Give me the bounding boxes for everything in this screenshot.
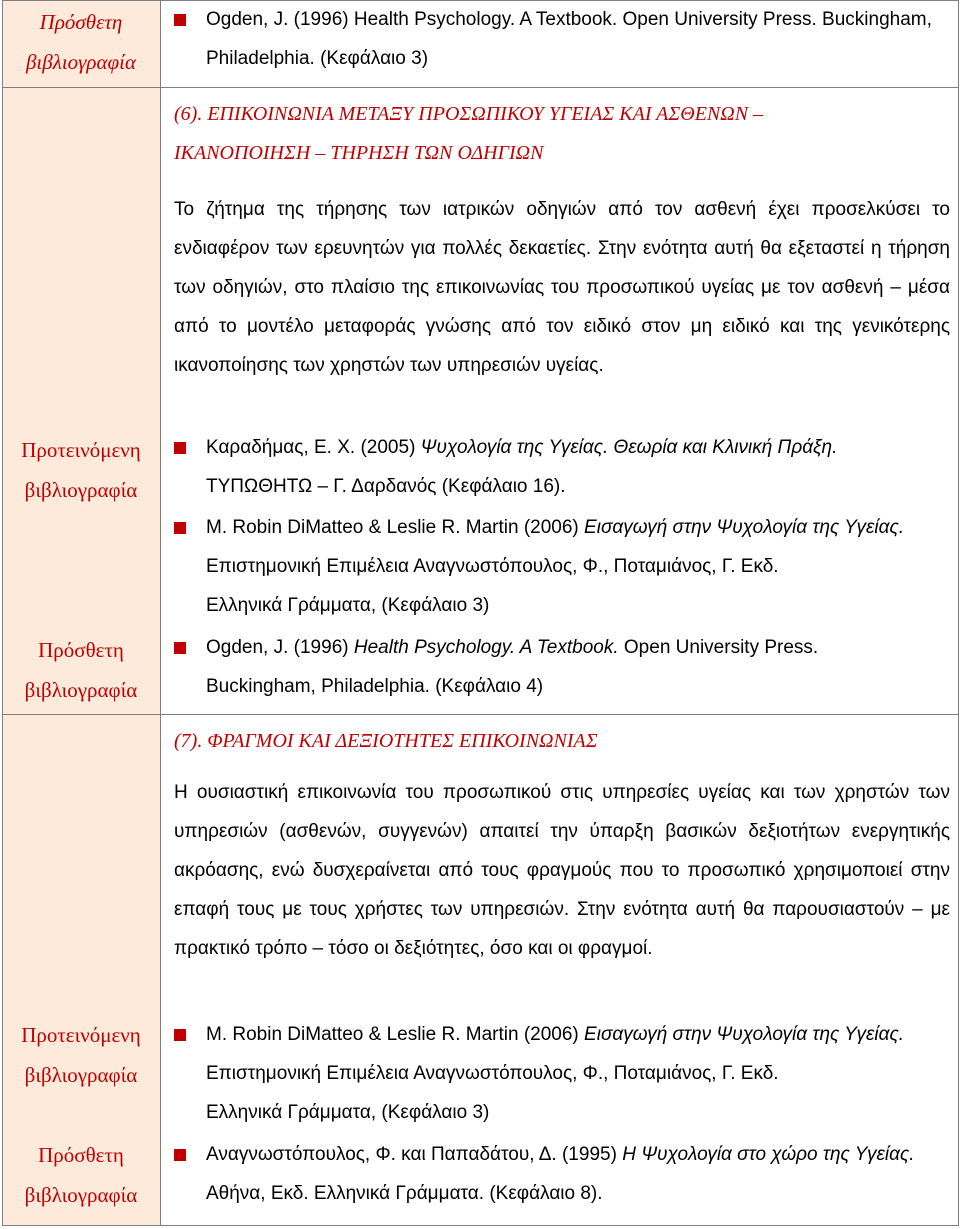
bullet-square-icon bbox=[174, 522, 186, 534]
heading-line: ΙΚΑΝΟΠΟΙΗΣΗ – ΤΗΡΗΣΗ ΤΩΝ ΟΔΗΓΙΩΝ bbox=[174, 142, 544, 164]
bullet-square-icon bbox=[174, 1149, 186, 1161]
heading-line: (6). ΕΠΙΚΟΙΝΩΝΙΑ ΜΕΤΑΞΥ ΠΡΟΣΩΠΙΚΟΥ ΥΓΕΙΑΣ ΚΑΙ ΑΣΘΕΝΩΝ – bbox=[174, 103, 764, 125]
reference-item bbox=[174, 428, 950, 506]
label-text: Προτεινόμενη βιβλιογραφία bbox=[21, 1023, 141, 1087]
table-border-bottom bbox=[2, 1225, 958, 1226]
label-text: Πρόσθετη βιβλιογραφία bbox=[24, 1143, 138, 1207]
bullet-square-icon bbox=[174, 442, 186, 454]
bullet-square-icon bbox=[174, 14, 186, 26]
bullet-square-icon bbox=[174, 1029, 186, 1041]
reference-text: Καραδήμας, Ε. Χ. (2005) Ψυχολογία της Υγείας. Θεωρία και Κλινική Πράξη. ΤΥΠΩΘΗΤΩ – Γ. Δαρδανός (Κεφάλαιο 16). bbox=[206, 437, 838, 497]
reference-item bbox=[174, 628, 950, 706]
reference-item bbox=[174, 0, 950, 78]
reference-item bbox=[174, 1135, 950, 1213]
label-text: Προτεινόμενη βιβλιογραφία bbox=[21, 438, 141, 502]
label-additional-bibliography bbox=[2, 630, 160, 710]
reference-text: Ogden, J. (1996) Health Psychology. A Textbook. Open University Press. Buckingham, Philadelphia. (Κεφάλαιο 3) bbox=[206, 9, 932, 69]
bullet-square-icon bbox=[174, 642, 186, 654]
reference-text: Μ. Robin DiMatteo & Leslie R. Martin (2006) Εισαγωγή στην Ψυχολογία της Υγείας. Επιστημονική Επιμέλεια Αναγνωστόπουλος, Φ., Ποταμιάνος, Γ. Εκδ. Ελληνικά Γράμματα, (Κεφάλαιο 3) bbox=[206, 517, 904, 616]
section-heading bbox=[174, 95, 950, 173]
label-recommended-bibliography bbox=[2, 1015, 160, 1095]
reference-text: Μ. Robin DiMatteo & Leslie R. Martin (2006) Εισαγωγή στην Ψυχολογία της Υγείας. Επιστημονική Επιμέλεια Αναγνωστόπουλος, Φ., Ποταμιάνος, Γ. Εκδ. Ελληνικά Γράμματα, (Κεφάλαιο 3) bbox=[206, 1024, 904, 1123]
reference-item bbox=[174, 508, 950, 625]
table-border-right bbox=[958, 0, 959, 1226]
label-recommended-bibliography bbox=[2, 430, 160, 510]
row-divider bbox=[2, 714, 958, 715]
label-text: Πρόσθετη βιβλιογραφία bbox=[25, 10, 137, 74]
section-paragraph: Το ζήτημα της τήρησης των ιατρικών οδηγιών από τον ασθενή έχει προσελκύσει το ενδιαφέρον των ερευνητών για πολλές δεκαετίες. Στην ενότητα αυτή θα εξεταστεί η τήρηση των οδηγιών, στο πλαίσιο της επικοινωνίας του προσωπικού υγείας με τον ασθενή – μέσα από το μοντέλο μεταφοράς γνώσης από τον ειδικό στον μη ειδικό και της γενικότερης ικανοποίησης των χρηστών των υπηρεσιών υγείας. bbox=[174, 199, 950, 376]
label-additional-bibliography bbox=[2, 2, 160, 82]
label-additional-bibliography bbox=[2, 1135, 160, 1215]
section-paragraph: Η ουσιαστική επικοινωνία του προσωπικού στις υπηρεσίες υγείας και των χρηστών των υπηρεσιών (ασθενών, συγγενών) απαιτεί την ύπαρξη βασικών δεξιοτήτων ενεργητικής ακρόασης, ενώ δυσχεραίνεται από τους φραγμούς που το προσωπικό χρησιμοποιεί στην επαφή τους με τους χρήστες των υπηρεσιών. Στην ενότητα αυτή θα παρουσιαστούν – με πρακτικό τρόπο – τόσο οι δεξιότητες, όσο και οι φραγμοί. bbox=[174, 782, 950, 959]
reference-text: Ogden, J. (1996) Health Psychology. A Textbook. Open University Press. Buckingham, Philadelphia. (Κεφάλαιο 4) bbox=[206, 637, 819, 697]
row-divider bbox=[2, 87, 958, 88]
reference-item bbox=[174, 1015, 950, 1132]
reference-text: Αναγνωστόπουλος, Φ. και Παπαδάτου, Δ. (1995) Η Ψυχολογία στο χώρο της Υγείας. Αθήνα, Εκδ. Ελληνικά Γράμματα. (Κεφάλαιο 8). bbox=[206, 1144, 915, 1204]
label-text: Πρόσθετη βιβλιογραφία bbox=[24, 638, 138, 702]
section-heading: (7). ΦΡΑΓΜΟΙ ΚΑΙ ΔΕΞΙΟΤΗΤΕΣ ΕΠΙΚΟΙΝΩΝΙΑΣ bbox=[174, 730, 598, 752]
